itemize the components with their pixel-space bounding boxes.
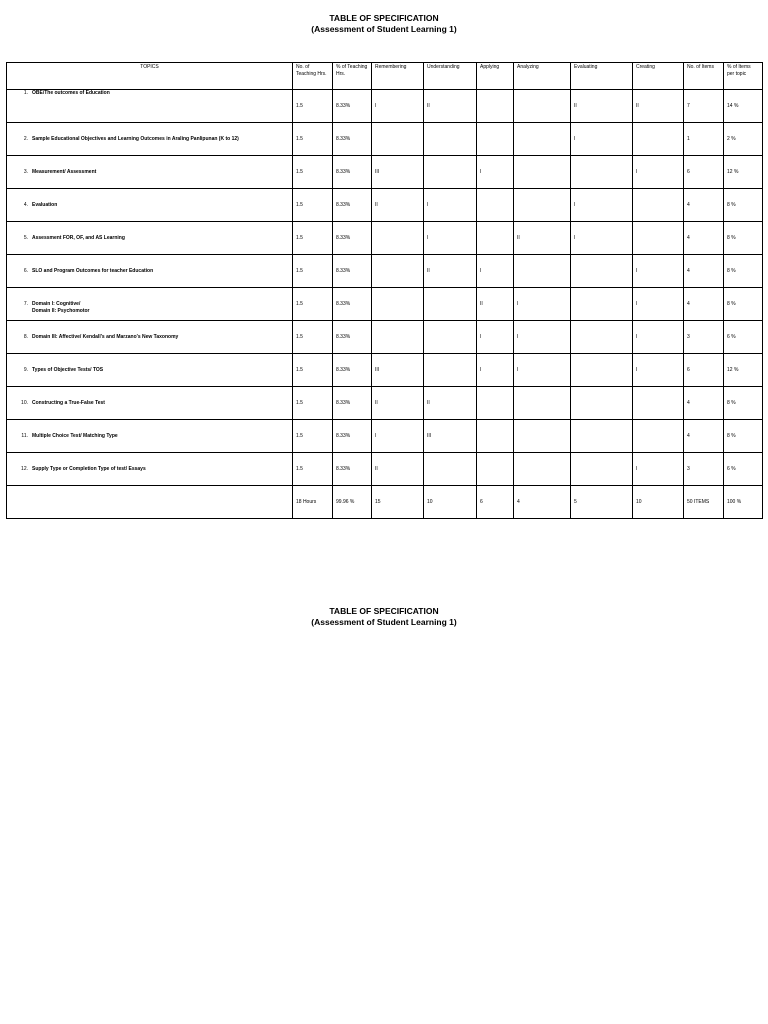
evaluating-cell bbox=[571, 453, 633, 486]
no-items-cell: 1 bbox=[684, 123, 724, 156]
remembering-cell: III bbox=[372, 156, 424, 189]
understanding-cell bbox=[424, 321, 477, 354]
topic-number: 9. bbox=[23, 367, 28, 373]
applying-cell: I bbox=[477, 255, 514, 288]
total-analyzing-cell: 4 bbox=[514, 486, 571, 519]
header-no-items: No. of Items bbox=[684, 63, 724, 90]
evaluating-cell bbox=[571, 420, 633, 453]
remembering-cell: II bbox=[372, 453, 424, 486]
remembering-cell: I bbox=[372, 420, 424, 453]
no-items-cell: 4 bbox=[684, 288, 724, 321]
analyzing-cell bbox=[514, 255, 571, 288]
applying-cell: I bbox=[477, 354, 514, 387]
analyzing-cell bbox=[514, 453, 571, 486]
header-creating: Creating bbox=[633, 63, 684, 90]
evaluating-cell bbox=[571, 156, 633, 189]
evaluating-cell bbox=[571, 387, 633, 420]
applying-cell bbox=[477, 123, 514, 156]
understanding-cell: I bbox=[424, 189, 477, 222]
topic-text: Evaluation bbox=[32, 202, 58, 208]
topic-text-line-2: Domain II: Psychomotor bbox=[32, 307, 90, 314]
pct-items-cell: 6 % bbox=[724, 321, 763, 354]
table-of-specification bbox=[6, 62, 763, 519]
pct-items-cell: 2 % bbox=[724, 123, 763, 156]
table-row bbox=[7, 90, 763, 123]
header-understanding: Understanding bbox=[424, 63, 477, 90]
applying-cell: I bbox=[477, 321, 514, 354]
topic-cell bbox=[7, 354, 293, 387]
analyzing-cell bbox=[514, 123, 571, 156]
topic-number: 11. bbox=[21, 433, 28, 439]
pct-items-cell: 12 % bbox=[724, 354, 763, 387]
pct-items-cell: 8 % bbox=[724, 255, 763, 288]
table-row bbox=[7, 156, 763, 189]
topic-number: 6. bbox=[23, 268, 28, 274]
topic-number: 5. bbox=[23, 235, 28, 241]
table-row bbox=[7, 222, 763, 255]
topic-cell bbox=[7, 321, 293, 354]
teaching-hrs-cell: 1.5 bbox=[293, 123, 333, 156]
header-remembering: Remembering bbox=[372, 63, 424, 90]
creating-cell: I bbox=[633, 255, 684, 288]
repeat-title bbox=[0, 606, 768, 628]
no-items-cell: 4 bbox=[684, 222, 724, 255]
topic-number: 8. bbox=[23, 334, 28, 340]
header-pct-items: % of Items per topic bbox=[724, 63, 763, 90]
topic-text: Domain III: Affective/ Kendall's and Marzano's New Taxonomy bbox=[32, 334, 179, 340]
remembering-cell bbox=[372, 222, 424, 255]
pct-teaching-hrs-cell: 8.33% bbox=[333, 420, 372, 453]
topic-number: 7. bbox=[23, 301, 28, 307]
pct-items-cell: 12 % bbox=[724, 156, 763, 189]
table-row bbox=[7, 288, 763, 321]
remembering-cell: III bbox=[372, 354, 424, 387]
total-creating-cell: 10 bbox=[633, 486, 684, 519]
analyzing-cell bbox=[514, 90, 571, 123]
analyzing-cell bbox=[514, 189, 571, 222]
header-teaching-hrs: No. of Teaching Hrs. bbox=[293, 63, 333, 90]
topic-cell bbox=[7, 189, 293, 222]
creating-cell: I bbox=[633, 321, 684, 354]
no-items-cell: 4 bbox=[684, 189, 724, 222]
title-line-1: TABLE OF SPECIFICATION bbox=[329, 13, 439, 23]
pct-teaching-hrs-cell: 8.33% bbox=[333, 453, 372, 486]
remembering-cell bbox=[372, 321, 424, 354]
teaching-hrs-cell: 1.5 bbox=[293, 156, 333, 189]
pct-items-cell: 8 % bbox=[724, 222, 763, 255]
topic-text: OBE/The outcomes of Education bbox=[32, 90, 110, 96]
creating-cell bbox=[633, 387, 684, 420]
teaching-hrs-cell: 1.5 bbox=[293, 90, 333, 123]
applying-cell bbox=[477, 387, 514, 420]
no-items-cell: 4 bbox=[684, 420, 724, 453]
header-topics: TOPICS bbox=[7, 63, 293, 90]
total-pct-items-cell: 100 % bbox=[724, 486, 763, 519]
remembering-cell: II bbox=[372, 189, 424, 222]
analyzing-cell: I bbox=[514, 321, 571, 354]
pct-items-cell: 8 % bbox=[724, 387, 763, 420]
pct-teaching-hrs-cell: 8.33% bbox=[333, 288, 372, 321]
applying-cell bbox=[477, 420, 514, 453]
remembering-cell bbox=[372, 123, 424, 156]
no-items-cell: 6 bbox=[684, 156, 724, 189]
topic-text: Multiple Choice Test/ Matching Type bbox=[32, 433, 118, 439]
header-applying: Applying bbox=[477, 63, 514, 90]
evaluating-cell bbox=[571, 255, 633, 288]
teaching-hrs-cell: 1.5 bbox=[293, 420, 333, 453]
pct-items-cell: 6 % bbox=[724, 453, 763, 486]
understanding-cell bbox=[424, 453, 477, 486]
evaluating-cell: I bbox=[571, 222, 633, 255]
table-row bbox=[7, 354, 763, 387]
applying-cell bbox=[477, 189, 514, 222]
analyzing-cell bbox=[514, 420, 571, 453]
evaluating-cell: II bbox=[571, 90, 633, 123]
table-row bbox=[7, 321, 763, 354]
repeat-title-line-2: (Assessment of Student Learning 1) bbox=[311, 617, 457, 627]
creating-cell bbox=[633, 189, 684, 222]
header-evaluating: Evaluating bbox=[571, 63, 633, 90]
topic-text: Sample Educational Objectives and Learning Outcomes in Araling Panlipunan (K to 12) bbox=[32, 136, 239, 142]
creating-cell: I bbox=[633, 354, 684, 387]
pct-teaching-hrs-cell: 8.33% bbox=[333, 354, 372, 387]
topic-number: 12. bbox=[21, 466, 28, 472]
evaluating-cell bbox=[571, 354, 633, 387]
topic-cell bbox=[7, 255, 293, 288]
analyzing-cell bbox=[514, 387, 571, 420]
understanding-cell: III bbox=[424, 420, 477, 453]
creating-cell bbox=[633, 123, 684, 156]
pct-teaching-hrs-cell: 8.33% bbox=[333, 321, 372, 354]
topic-text: Domain I: Cognitive/ bbox=[32, 301, 81, 307]
understanding-cell bbox=[424, 156, 477, 189]
pct-items-cell: 14 % bbox=[724, 90, 763, 123]
understanding-cell: II bbox=[424, 255, 477, 288]
creating-cell bbox=[633, 222, 684, 255]
analyzing-cell: I bbox=[514, 288, 571, 321]
analyzing-cell: I bbox=[514, 354, 571, 387]
teaching-hrs-cell: 1.5 bbox=[293, 453, 333, 486]
applying-cell bbox=[477, 453, 514, 486]
no-items-cell: 4 bbox=[684, 387, 724, 420]
teaching-hrs-cell: 1.5 bbox=[293, 321, 333, 354]
document-title bbox=[0, 13, 768, 35]
pct-teaching-hrs-cell: 8.33% bbox=[333, 222, 372, 255]
remembering-cell bbox=[372, 288, 424, 321]
pct-items-cell: 8 % bbox=[724, 420, 763, 453]
no-items-cell: 4 bbox=[684, 255, 724, 288]
understanding-cell: II bbox=[424, 90, 477, 123]
total-remembering-cell: 15 bbox=[372, 486, 424, 519]
topic-text: Types of Objective Tests/ TOS bbox=[32, 367, 104, 373]
teaching-hrs-cell: 1.5 bbox=[293, 354, 333, 387]
applying-cell: I bbox=[477, 156, 514, 189]
evaluating-cell bbox=[571, 288, 633, 321]
topic-number: 4. bbox=[23, 202, 28, 208]
understanding-cell: II bbox=[424, 387, 477, 420]
pct-teaching-hrs-cell: 8.33% bbox=[333, 123, 372, 156]
topic-cell bbox=[7, 288, 293, 321]
topic-cell bbox=[7, 156, 293, 189]
repeat-title-line-1: TABLE OF SPECIFICATION bbox=[329, 606, 439, 616]
creating-cell: I bbox=[633, 453, 684, 486]
topic-cell bbox=[7, 123, 293, 156]
title-line-2: (Assessment of Student Learning 1) bbox=[311, 24, 457, 34]
topic-cell bbox=[7, 420, 293, 453]
remembering-cell: II bbox=[372, 387, 424, 420]
no-items-cell: 3 bbox=[684, 453, 724, 486]
understanding-cell bbox=[424, 354, 477, 387]
applying-cell bbox=[477, 90, 514, 123]
remembering-cell: I bbox=[372, 90, 424, 123]
total-no-items-cell: 50 ITEMS bbox=[684, 486, 724, 519]
pct-teaching-hrs-cell: 8.33% bbox=[333, 387, 372, 420]
pct-items-cell: 8 % bbox=[724, 288, 763, 321]
topic-text: Constructing a True-False Test bbox=[32, 400, 105, 406]
teaching-hrs-cell: 1.5 bbox=[293, 222, 333, 255]
table-row bbox=[7, 255, 763, 288]
total-applying-cell: 6 bbox=[477, 486, 514, 519]
topic-cell bbox=[7, 453, 293, 486]
creating-cell bbox=[633, 420, 684, 453]
topic-cell bbox=[7, 387, 293, 420]
teaching-hrs-cell: 1.5 bbox=[293, 255, 333, 288]
header-analyzing: Analyzing bbox=[514, 63, 571, 90]
table-row bbox=[7, 453, 763, 486]
total-teaching-hrs-cell: 18 Hours bbox=[293, 486, 333, 519]
total-pct-teaching-hrs-cell: 99.96 % bbox=[333, 486, 372, 519]
evaluating-cell: I bbox=[571, 189, 633, 222]
understanding-cell: I bbox=[424, 222, 477, 255]
header-pct-teaching-hrs: % of Teaching Hrs. bbox=[333, 63, 372, 90]
applying-cell: II bbox=[477, 288, 514, 321]
evaluating-cell bbox=[571, 321, 633, 354]
applying-cell bbox=[477, 222, 514, 255]
teaching-hrs-cell: 1.5 bbox=[293, 288, 333, 321]
creating-cell: I bbox=[633, 156, 684, 189]
remembering-cell bbox=[372, 255, 424, 288]
topic-number: 3. bbox=[23, 169, 28, 175]
topic-number: 10. bbox=[21, 400, 28, 406]
total-evaluating-cell: 5 bbox=[571, 486, 633, 519]
pct-items-cell: 8 % bbox=[724, 189, 763, 222]
topic-text: Measurement/ Assessment bbox=[32, 169, 97, 175]
topic-number: 1. bbox=[23, 90, 28, 96]
header-row bbox=[7, 63, 763, 90]
totals-row bbox=[7, 486, 763, 519]
creating-cell: II bbox=[633, 90, 684, 123]
no-items-cell: 7 bbox=[684, 90, 724, 123]
teaching-hrs-cell: 1.5 bbox=[293, 189, 333, 222]
totals-topic-cell bbox=[7, 486, 293, 519]
evaluating-cell: I bbox=[571, 123, 633, 156]
understanding-cell bbox=[424, 288, 477, 321]
table-row bbox=[7, 189, 763, 222]
topic-text: SLO and Program Outcomes for teacher Education bbox=[32, 268, 154, 274]
understanding-cell bbox=[424, 123, 477, 156]
table-row bbox=[7, 420, 763, 453]
analyzing-cell bbox=[514, 156, 571, 189]
analyzing-cell: II bbox=[514, 222, 571, 255]
total-understanding-cell: 10 bbox=[424, 486, 477, 519]
topic-cell bbox=[7, 90, 293, 123]
table-row bbox=[7, 123, 763, 156]
creating-cell: I bbox=[633, 288, 684, 321]
no-items-cell: 6 bbox=[684, 354, 724, 387]
topic-number: 2. bbox=[23, 136, 28, 142]
pct-teaching-hrs-cell: 8.33% bbox=[333, 156, 372, 189]
topic-text: Assessment FOR, OF, and AS Learning bbox=[32, 235, 125, 241]
teaching-hrs-cell: 1.5 bbox=[293, 387, 333, 420]
no-items-cell: 3 bbox=[684, 321, 724, 354]
topic-text: Supply Type or Completion Type of test/ Essays bbox=[32, 466, 146, 472]
table-row bbox=[7, 387, 763, 420]
pct-teaching-hrs-cell: 8.33% bbox=[333, 90, 372, 123]
pct-teaching-hrs-cell: 8.33% bbox=[333, 255, 372, 288]
pct-teaching-hrs-cell: 8.33% bbox=[333, 189, 372, 222]
table-body bbox=[7, 90, 763, 519]
topic-cell bbox=[7, 222, 293, 255]
